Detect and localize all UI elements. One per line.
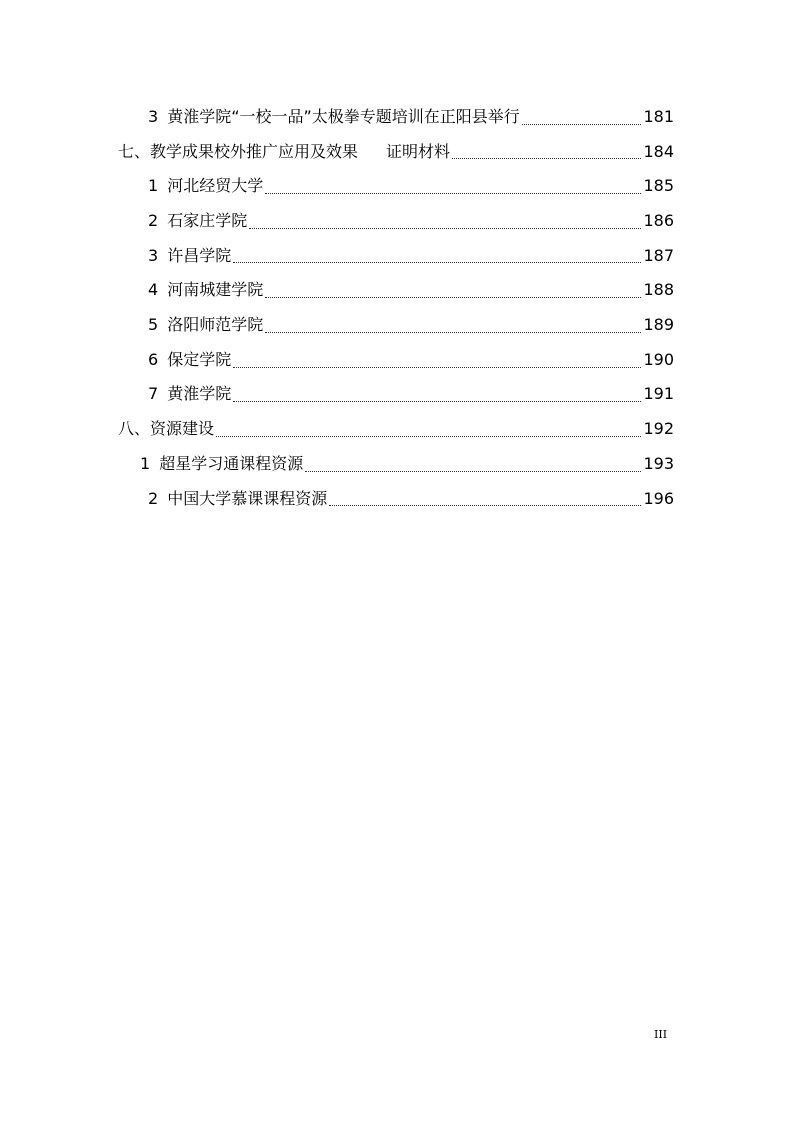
toc-entry-page: 191 (643, 384, 674, 404)
toc-entry-page: 185 (643, 176, 674, 196)
toc-entry-number: 1 (140, 453, 151, 473)
toc-entry-number: 八、 (118, 419, 151, 439)
toc-entry[interactable] (118, 169, 674, 204)
toc-entry-text: 中国大学慕课课程资源 (167, 488, 328, 508)
toc-entry-page: 192 (643, 419, 674, 439)
toc-dot-leader (233, 262, 641, 263)
toc-entry-number: 4 (148, 280, 159, 300)
toc-entry-title (148, 273, 263, 308)
toc-entry-text: 河南城建学院 (167, 280, 264, 300)
toc-entry[interactable] (118, 343, 674, 378)
page-number-footer: III (654, 1028, 668, 1041)
toc-entry-title (148, 377, 231, 412)
toc-entry-text: 黄淮学院 (167, 384, 232, 404)
toc-entry-title (148, 343, 231, 378)
toc-dot-leader (265, 332, 641, 333)
toc-dot-leader (216, 436, 641, 437)
toc-entry[interactable] (118, 412, 674, 447)
toc-entry-title (148, 239, 231, 274)
toc-entry[interactable] (118, 378, 674, 413)
toc-entry-title (148, 482, 327, 517)
toc-entry[interactable] (118, 100, 674, 135)
toc-entry-page: 187 (643, 245, 674, 265)
toc-entry-title (148, 169, 263, 204)
toc-entry-number: 1 (148, 176, 159, 196)
toc-entry-text-suffix: 证明材料 (386, 141, 451, 161)
toc-entry-title (148, 204, 247, 239)
toc-entry[interactable] (118, 447, 674, 482)
toc-entry-number: 七、 (118, 141, 151, 161)
toc-entry-page: 188 (643, 280, 674, 300)
toc-entry-text: 洛阳师范学院 (167, 315, 264, 335)
toc-entry-text: 教学成果校外推广应用及效果 (150, 141, 359, 161)
toc-entry-title (148, 308, 263, 343)
toc-entry[interactable] (118, 273, 674, 308)
toc-entry-title (118, 412, 214, 447)
toc-entry-number: 7 (148, 384, 159, 404)
toc-dot-leader (265, 297, 641, 298)
toc-entry[interactable] (118, 308, 674, 343)
toc-entry-text: 石家庄学院 (167, 211, 248, 231)
toc-entry-number: 2 (148, 211, 159, 231)
toc-entry-page: 184 (643, 141, 674, 161)
toc-dot-leader (305, 471, 641, 472)
toc-dot-leader (233, 401, 641, 402)
toc-entry-text: 许昌学院 (167, 245, 232, 265)
toc-entry-title (118, 135, 450, 170)
toc-entry[interactable] (118, 204, 674, 239)
toc-entry-page: 181 (643, 106, 674, 126)
toc-entry-page: 190 (643, 349, 674, 369)
toc-entry-title (148, 100, 520, 135)
toc-entry-text: 资源建设 (150, 419, 215, 439)
toc-entry-number: 3 (148, 245, 159, 265)
toc-entry-title (140, 447, 303, 482)
toc-entry-text: 黄淮学院“一校一品”太极拳专题培训在正阳县举行 (167, 106, 520, 126)
toc-dot-leader (522, 124, 642, 125)
toc-entry[interactable] (118, 135, 674, 170)
toc-entry-text: 超星学习通课程资源 (159, 453, 304, 473)
toc-entry-number: 5 (148, 315, 159, 335)
toc-dot-leader (233, 367, 641, 368)
toc-dot-leader (452, 158, 641, 159)
toc-dot-leader (265, 193, 641, 194)
table-of-contents (118, 100, 674, 516)
toc-entry-page: 189 (643, 315, 674, 335)
toc-entry-page: 193 (643, 453, 674, 473)
toc-entry[interactable] (118, 482, 674, 517)
toc-dot-leader (329, 505, 641, 506)
toc-entry-text: 保定学院 (167, 349, 232, 369)
toc-entry-page: 186 (643, 211, 674, 231)
toc-entry-number: 3 (148, 106, 159, 126)
toc-entry[interactable] (118, 239, 674, 274)
toc-entry-number: 2 (148, 488, 159, 508)
toc-entry-number: 6 (148, 349, 159, 369)
toc-entry-text: 河北经贸大学 (167, 176, 264, 196)
toc-dot-leader (249, 228, 641, 229)
toc-entry-page: 196 (643, 488, 674, 508)
